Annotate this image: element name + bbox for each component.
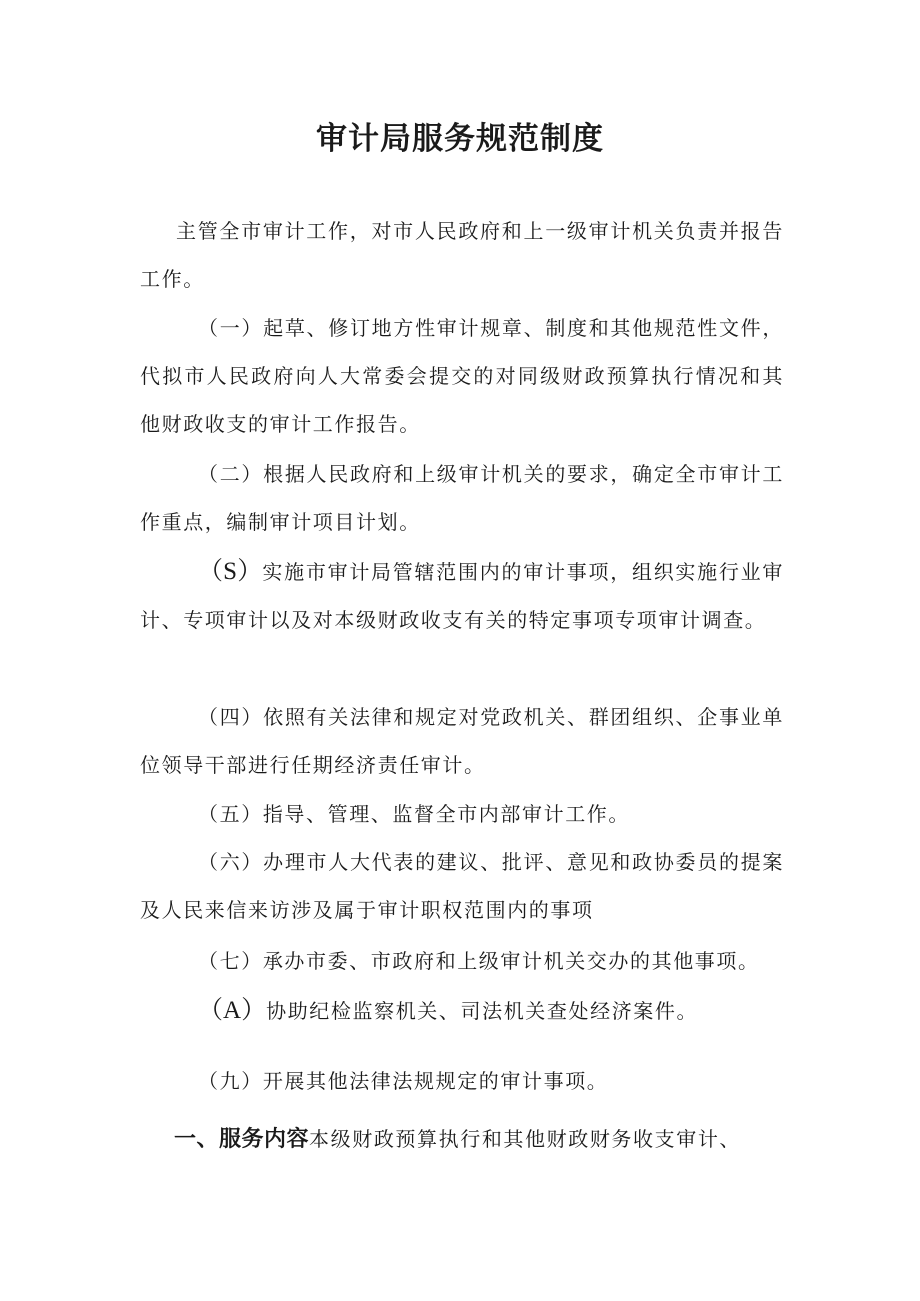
item-text: 办理市人大代表的建议、批评、意见和政协委员的提案及人民来信来访涉及属于审计职权范围内的事项 (140, 850, 784, 922)
item-marker: （七） (198, 949, 263, 973)
section-one-paragraph (140, 1115, 784, 1164)
duty-item-8 (140, 987, 784, 1035)
item-marker: （九） (198, 1069, 263, 1093)
item-marker: （六） (198, 850, 264, 874)
item-marker-open: （ (198, 558, 224, 585)
duty-item-2 (140, 450, 784, 546)
item-text: 根据人民政府和上级审计机关的要求，确定全市审计工作重点，编制审计项目计划。 (140, 462, 784, 534)
item-text: 依照有关法律和规定对党政机关、群团组织、企事业单位领导干部进行任期经济责任审计。 (140, 705, 784, 777)
item-marker-open: （ (198, 997, 224, 1024)
item-marker-close: ） (241, 997, 267, 1024)
item-text: 起草、修订地方性审计规章、制度和其他规范性文件，代拟市人民政府向人大常委会提交的对同级财政预算执行情况和其他财政收支的审计工作报告。 (140, 316, 784, 436)
item-text: 开展其他法律法规规定的审计事项。 (262, 1069, 609, 1093)
document-title: 审计局服务规范制度 (316, 121, 604, 157)
duty-item-9 (140, 1057, 784, 1105)
item-text: 承办市委、市政府和上级审计机关交办的其他事项。 (262, 949, 760, 973)
item-text: 协助纪检监察机关、司法机关查处经济案件。 (266, 999, 699, 1023)
intro-paragraph: 主管全市审计工作，对市人民政府和上一级审计机关负责并报告工作。 (140, 219, 784, 291)
item-marker-close: ） (237, 558, 263, 585)
section-text: 本级财政预算执行和其他财政财务收支审计、 (309, 1127, 742, 1151)
item-marker: （二） (198, 462, 264, 486)
item-marker: （四） (198, 705, 264, 729)
duty-item-7 (140, 937, 784, 985)
item-marker-letter: S (223, 558, 238, 585)
duty-item-5 (140, 790, 784, 838)
duty-item-6 (140, 838, 784, 934)
item-text: 指导、管理、监督全市内部审计工作。 (262, 802, 631, 826)
item-marker-letter: A (223, 997, 242, 1024)
section-heading: 一、服务内容 (174, 1127, 310, 1152)
duty-item-4 (140, 693, 784, 789)
duty-item-1 (140, 304, 784, 448)
duty-item-3 (140, 548, 784, 644)
item-marker: （一） (198, 316, 264, 340)
item-marker: （五） (198, 802, 263, 826)
item-text: 实施市审计局管辖范围内的审计事项，组织实施行业审计、专项审计以及对本级财政收支有关的特定事项专项审计调查。 (140, 560, 784, 632)
